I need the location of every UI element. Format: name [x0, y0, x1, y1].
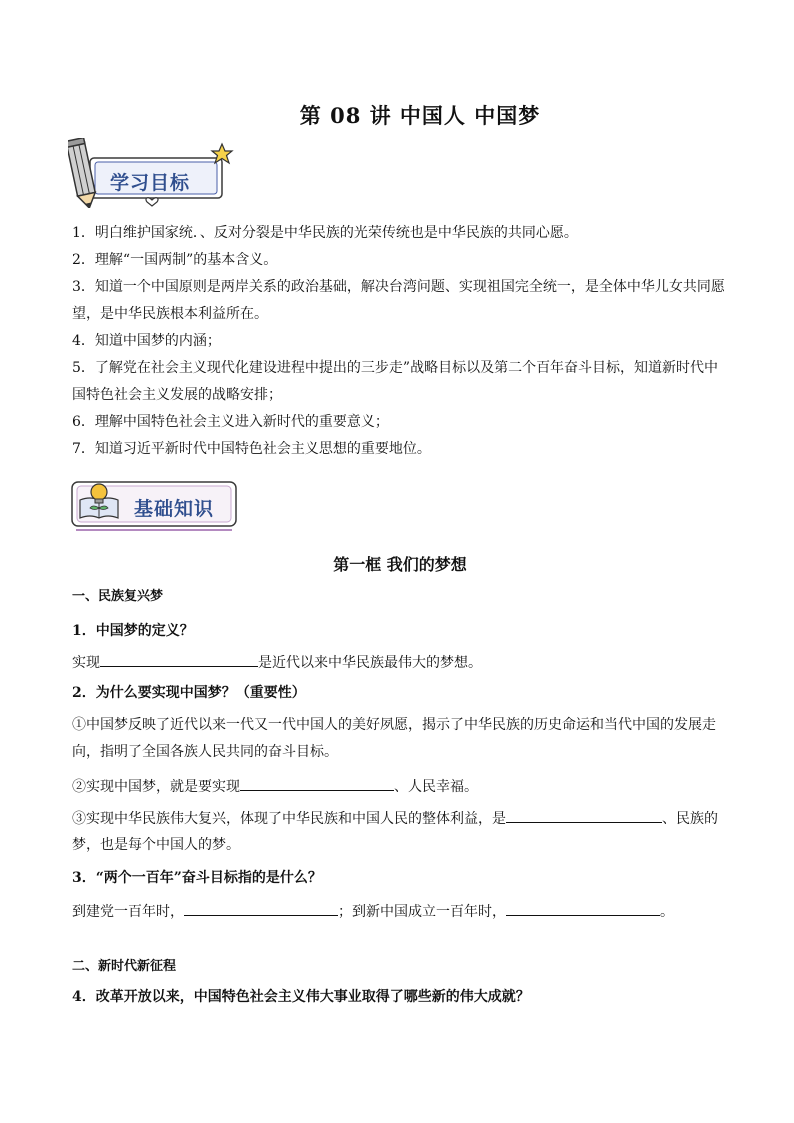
answer-blank[interactable] — [184, 901, 338, 916]
answer-blank[interactable] — [506, 901, 660, 916]
heading-national-rejuvenation: 一、民族复兴梦 — [72, 589, 164, 604]
learning-goals-badge — [68, 138, 238, 208]
basic-knowledge-label: 基础知识 — [134, 498, 215, 520]
goal-1: 1．明白维护国家统．、反对分裂是中华民族的光荣传统也是中华民族的共同心愿。 — [72, 225, 578, 241]
question-1: 1．中国梦的定义？ — [72, 623, 194, 639]
answer-1-prefix: 实现 — [72, 655, 100, 671]
q2-point-2-suffix: 、人民幸福。 — [394, 779, 478, 795]
question-3: 3．“两个一百年”奋斗目标指的是什么？ — [72, 870, 322, 886]
q2-point-3-prefix: ③实现中华民族伟大复兴，体现了中华民族和中国人民的整体利益，是 — [72, 811, 506, 827]
q2-point-2 — [72, 776, 727, 796]
goal-5: 5．了解党在社会主义现代化建设进程中提出的三步走”战略目标以及第二个百年奋斗目标，知道新时代中 — [72, 360, 719, 376]
answer-1-suffix: 是近代以来中华民族最伟大的梦想。 — [258, 655, 482, 671]
goal-3: 3．知道一个中国原则是两岸关系的政治基础，解决台湾问题、实现祖国完全统一，是全体中华儿女共同愿 — [72, 279, 725, 295]
answer-3-suffix: 。 — [660, 904, 674, 920]
answer-blank[interactable] — [506, 808, 662, 823]
answer-3 — [72, 901, 727, 921]
goal-4: 4．知道中国梦的内涵； — [72, 333, 221, 349]
answer-3-prefix: 到建党一百年时， — [72, 904, 184, 920]
q2-point-3-cont: 梦，也是每个中国人的梦。 — [72, 837, 240, 853]
answer-1 — [72, 652, 727, 672]
goal-5-cont: 国特色社会主义发展的战略安排； — [72, 387, 282, 403]
answer-blank[interactable] — [240, 776, 394, 791]
page-title: 第 08 讲 中国人 中国梦 — [299, 103, 541, 128]
q2-point-3-suffix: 、民族的 — [662, 811, 718, 827]
answer-blank[interactable] — [100, 652, 258, 667]
answer-3-middle: ；到新中国成立一百年时， — [338, 904, 506, 920]
question-4: 4．改革开放以来，中国特色社会主义伟大事业取得了哪些新的伟大成就？ — [72, 989, 530, 1005]
q2-point-1: ①中国梦反映了近代以来一代又一代中国人的美好夙愿，揭示了中华民族的历史命运和当代中国的发展走 — [72, 717, 716, 733]
goal-6: 6．理解中国特色社会主义进入新时代的重要意义； — [72, 414, 389, 430]
goal-7: 7．知道习近平新时代中国特色社会主义思想的重要地位。 — [72, 441, 431, 457]
heading-new-era: 二、新时代新征程 — [72, 959, 177, 974]
q2-point-3 — [72, 808, 727, 828]
question-2: 2．为什么要实现中国梦？（重要性） — [72, 685, 306, 701]
goal-3-cont: 望，是中华民族根本利益所在。 — [72, 306, 268, 322]
section-title: 第一框 我们的梦想 — [333, 555, 467, 574]
basic-knowledge-badge — [68, 478, 238, 548]
goal-2: 2．理解“一国两制”的基本含义。 — [72, 252, 278, 268]
q2-point-1-cont: 向，指明了全国各族人民共同的奋斗目标。 — [72, 744, 338, 760]
learning-goals-label: 学习目标 — [110, 172, 191, 194]
q2-point-2-prefix: ②实现中国梦，就是要实现 — [72, 779, 240, 795]
